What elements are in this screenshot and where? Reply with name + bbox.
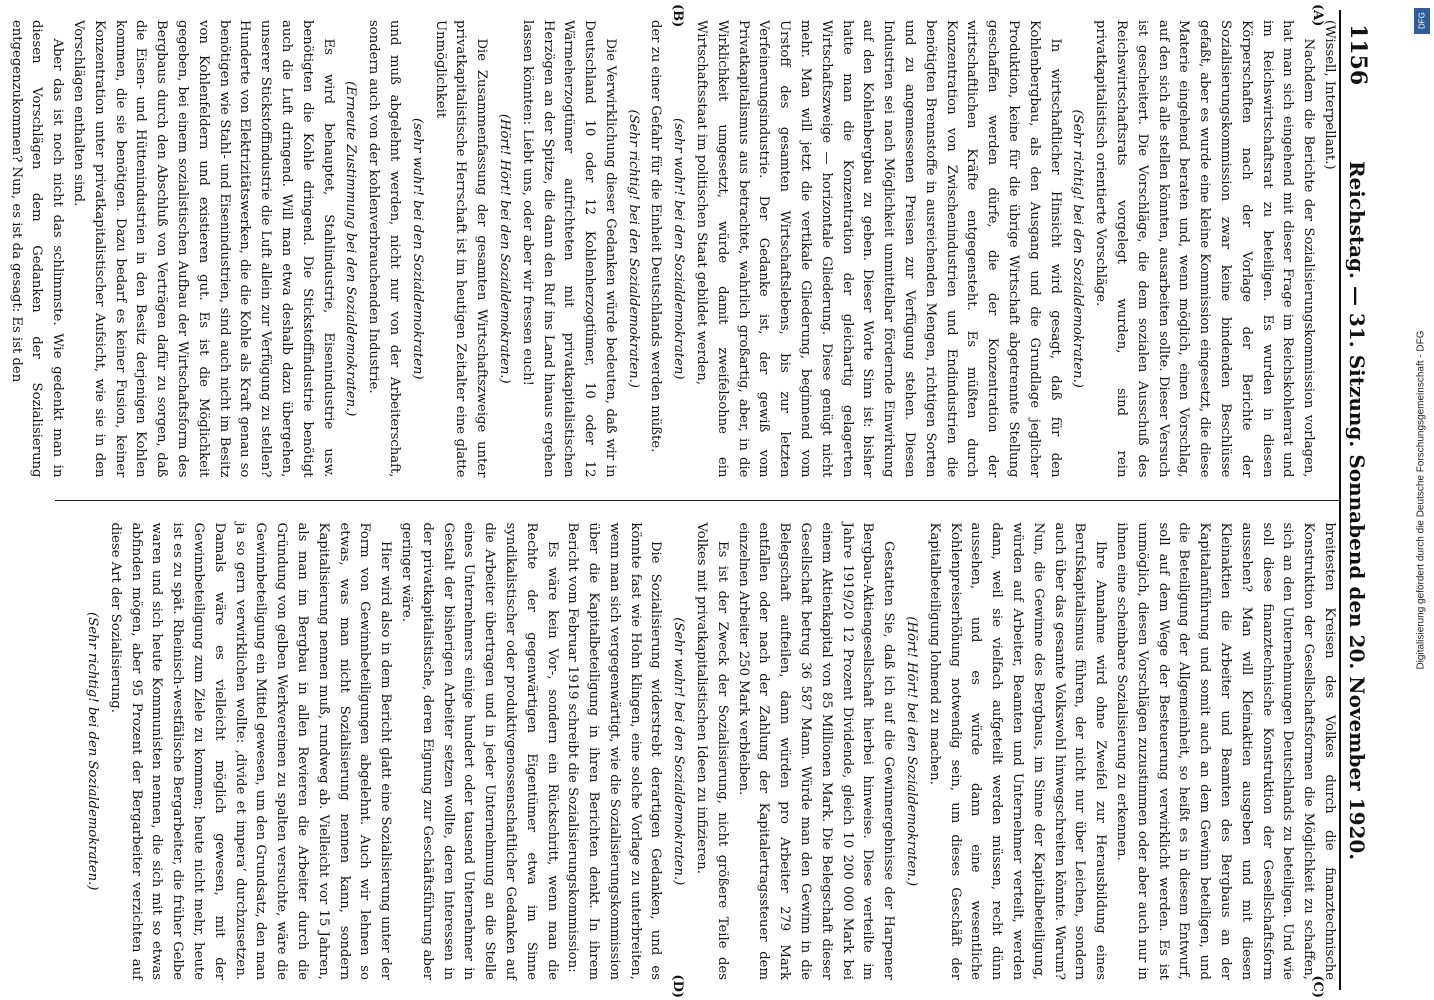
paragraph: Aber das ist noch nicht das schlimmste. Wie gedenkt man in diesen Vorschlägen dem Gedanken der Sozialisierung entgegenzukommen? Nun, es ist da gesagt: Es ist den [8, 20, 66, 478]
page-header [1339, 10, 1385, 990]
margin-mark-b: (B) [670, 4, 685, 28]
paragraph: Ihre Annahme wird ohne Zweifel zur Herausbildung eines Berufskapitalismus führen, der nicht nur über Leichen, sondern auch über das gesamte Volkswohl hinwegschreiten könnte. Warum? Nun, die Gewinne des Bergbaus, im Sinne der Kapitalbeteiligung, würden auf Arbeiter, Beamten und Unternehmer verteilt, werden dann, weil sie vielfach aufgeteilt werden müssen, recht dünn aussehen, und es würde dann eine wesentliche Kohlenpreiserhöhung notwendig sein, um dieses Geschäft der Kapitalbeteiligung lohnend zu machen. [926, 522, 1109, 980]
interjection: (Erneute Zustimmung bei den Sozialdemokraten.) [343, 81, 359, 417]
margin-mark-d: (D) [670, 974, 685, 998]
paragraph: und muß abgelehnt werden, nicht nur von der Arbeiterschaft, sondern auch von der kohlenverbrauchenden Industrie. [366, 20, 402, 478]
interjection: (sehr wahr! bei den Sozialdemokraten) [671, 117, 687, 380]
margin-mark-c: (C) [1310, 975, 1325, 998]
paragraph: Es wird behauptet, Stahlindustrie, Eisenindustrie usw. benötigten die Kohle dringend. Die Stickstoffindustrie benötigt auch die Luft dringend. Will man etwa deshalb dazu übergehen, unserer Stickstoffindustrie die Luft allein zur Verfügung zu stellen? Hunderte von Elektrizitätswerken, die die Kohle als Kraft genau so benötigen wie Stahl- und Eisenindustrien, sind auch nicht im Besitz von Kohlenfeldern und existieren gut. Es ist die Möglichkeit gegeben, bei einem sozialistischen Aufbau der Wirtschaftsform des Bergbaus durch den Abschluß von Verträgen dafür zu sorgen, daß die Eisen- und Hüttenindustrien in den Besitz derjenigen Kohlen kommen, die sie benötigen. Dazu bedarf es keiner Fusion, keiner Konzentration unter privatkapitalistischer Aufsicht, wie sie in den Vorschlägen enthalten sind. [70, 20, 336, 478]
paragraph: In wirtschaftlicher Hinsicht wird gesagt, daß für den Kohlenbergbau, als den Ausgang und die Grundlage jeglicher Produktion, keine für die übrige Wirtschaft abgetrennte Stellung geschaffen werden dürfe, die der Konzentration der wirtschaftlichen Kräfte entgegensteht. Es müßten durch Konzentration von Zwischenindustrien und Endindustrien die benötigten Brennstoffe in ausreichenden Mengen, richtigen Sorten und zu angemessenen Preisen zur Verfügung stehen. Diesen Industrien sei nach Möglichkeit unmittelbar fördernde Einwirkung auf den Kohlenbergbau zu geben. Dieser Worte Sinn ist: bisher hatte man die Konzentration der gleichartig gelagerten Wirtschaftszweige — horizontale Gliederung. Diese genügt nicht mehr. Man will jetzt die vertikale Gliederung, beginnend vom Urstoff des gesamten Wirtschaftslebens, bis zur letzten Verfeinerungsindustrie. Der Gedanke ist, der gewiß vom Privatkapitalismus aus betrachtet, wahrlich großartig, aber, in die Wirklichkeit umgesetzt, würde damit zweifelsohne ein Wirtschaftsstaat im politischen Staat gebildet werden, [694, 20, 1063, 478]
interjection: (Sehr wahr! bei den Sozialdemokraten.) [671, 617, 687, 886]
document-page [8, 4, 1385, 998]
interjection: (sehr wahr! bei den Sozialdemokraten) [409, 117, 425, 380]
text-columns [8, 20, 1339, 980]
paragraph: Es wäre kein Vor-, sondern ein Rückschritt, wenn man die Rechte der gegenwärtigen Eigentümer etwa im Sinne syndikalistischer oder produktivgenossenschaftlicher Gedanken auf die Arbeiter übertragen und in jeder Unternehmung an die Stelle eines Unternehmers einige hundert oder tausend Unternehmer in Gestalt der bisherigen Arbeiter setzen wollte, deren Interessen in der privatkapitalistische, deren Eignung zur Geschäftsführung aber geringer wäre. [398, 522, 560, 980]
credit-text: Digitalisierung gefördert durch die Deutsche Forschungsgemeinschaft - DFG [1415, 330, 1427, 670]
dfg-logo: DFG [1414, 8, 1430, 34]
left-column [8, 20, 1339, 478]
page-title: Reichstag. — 31. Sitzung. Sonnabend den 20. November 1920. [1345, 160, 1369, 861]
paragraph: Die Verwirklichung dieser Gedanken würde bedeuten, daß wir in Deutschland 10 oder 12 Kohlenherzogtümer, 10 oder 12 Wärmeherzogtümer aufrichteten mit privatkapitalistischen Herzögen an der Spitze, die dann den Ruf ins Land hinaus ergehen lassen könnten: Liebt uns, oder aber wir fressen euch! [519, 20, 618, 478]
interjection: (Hört! Hört! bei den Sozialdemokraten.) [904, 616, 920, 887]
digitization-credit [1410, 10, 1432, 990]
paragraph: breitesten Kreisen des Volkes durch die finanztechnische Konstruktion der Gesellschaftsformen die Möglichkeit zu schaffen, sich an den Unternehmungen Deutschlands zu beteiligen. Und wie soll diese finanztechnische Konstruktion der Gesellschaftsform aussehen? Man will Kleinaktien ausgeben und mit diesen Kleinaktien die Arbeiter und Beamten des Bergbaus an der Kapitalanführung und somit auch an dem Gewinn beteiligen, und die Beteiligung der Allgemeinheit, so heißt es in diesem Entwurf, soll auf dem Wege der Besteuerung verwirklicht werden. Es ist unmöglich, diesen Vorschlägen zuzustimmen oder aber auch nur in ihnen eine scheinbare Sozialisierung zu erkennen. [1114, 522, 1337, 980]
page-number: 1156 [1345, 24, 1371, 86]
paragraph: der zu einer Gefahr für die Einheit Deutschlands werden müßte. [648, 20, 664, 453]
paragraph: Gestatten Sie, daß ich auf die Gewinnergebnisse der Harpener Bergbau-Aktiengesellschaft hierbei hinweise. Diese verteilte im Jahre 1919/20 12 Prozent Dividende, gleich 10 200 000 Mark bei einem Aktienkapital von 85 Millionen Mark. Die Belegschaft dieser Gesellschaft betrug 36 587 Mann. Würde man den Gewinn in die Belegschaft aufteilen, dann würden pro Arbeiter 279 Mark entfallen oder nach der Zahlung der Kapitalertragssteuer dem einzelnen Arbeiter 250 Mark verbleiben. [735, 522, 897, 980]
interjection: (Hört! Hört! bei den Sozialdemokraten.) [496, 113, 512, 384]
interjection: (Sehr richtig! bei den Sozialdemokraten.) [84, 612, 100, 891]
paragraph: Hier wird also in dem Bericht glatt eine Sozialisierung unter der Form von Gewinnbeteiligungen abgelehnt. Auch wir lehnen so etwas, was man nicht Sozialisierung nennen kann, sondern Kapitalisierung nennen muß, rundweg ab. Vielleicht vor 15 Jahren, als man im Bergbau in allen Revieren die Arbeiter durch die Gründung von gelben Werkvereinen zu spalten versuchte, wäre die Gewinnbeteiligung ein Mittel gewesen, um den Grundsatz, den man ja so gern verwirklichen wollte: ‚divide et impera‘ durchzusetzen. Damals wäre es vielleicht möglich gewesen, mit der Gewinnbeteiligung zum Ziele zu kommen; heute nicht mehr, heute ist es zu spät. Rheinisch-westfälische Bergarbeiter, die früher Gelbe waren und sich heute Kommunisten nennen, die sich mit so etwas abfinden mögen, aber 95 Prozent der Bergarbeiter verzichten auf diese Art der Sozialisierung. [107, 522, 394, 980]
paragraph: Es ist der Zweck der Sozialisierung, nicht größere Teile des Volkes mit privatkapitalistischen Ideen zu infizieren. [694, 522, 730, 980]
paragraph: (Wissell, Interpellant.) [1322, 20, 1337, 170]
scanned-page-area [8, 0, 1395, 1000]
column-divider [55, 500, 1339, 501]
paragraph: Die Zusammenfassung der gesamten Wirtschaftszweige unter privatkapitalistische Herrschaft ist im heutigen Zeitalter eine glatte Unmöglichkeit [432, 20, 490, 478]
paragraph: Nachdem die Berichte der Sozialisierungskommission vorlagen, hat man sich eingehend mit dieser Frage im Reichskohlenrat und im Reichswirtschaftsrat zu beteiligen. Es wurden in diesen Körperschaften nach der Vorlage der Berichte der Sozialisierungskommission zwar keine bindenden Beschlüsse gefaßt, aber es wurde eine kleine Kommission eingesetzt, die diese Materie eingehend beraten und, wenn möglich, einen Vorschlag, auf den sich alle stellen könnten, ausarbeiten sollte. Dieser Versuch ist gescheitert. Die Vorschläge, die dem sozialen Ausschuß des Reichswirtschaftsrats vorgelegt wurden, sind rein privatkapitalistisch orientierte Vorschläge. [1093, 20, 1317, 478]
paragraph: Die Sozialisierung widerstrebt derartigen Gedanken, und es könnte fast wie Hohn klingen, eine solche Vorlage zu unterbreiten, wenn man sich vergegenwärtigt, wie die Sozialisierungskommission über die Kapitalbeteiligung in ihren Berichten denkt. In ihrem Bericht vom Februar 1919 schreibt die Sozialisierungskommission: [565, 522, 664, 980]
interjection: (Sehr richtig! bei den Sozialdemokraten.) [1070, 109, 1086, 388]
right-column [55, 523, 1339, 981]
margin-mark-a: (A) [1310, 4, 1325, 27]
interjection: (Sehr richtig! bei den Sozialdemokraten.) [625, 109, 641, 388]
